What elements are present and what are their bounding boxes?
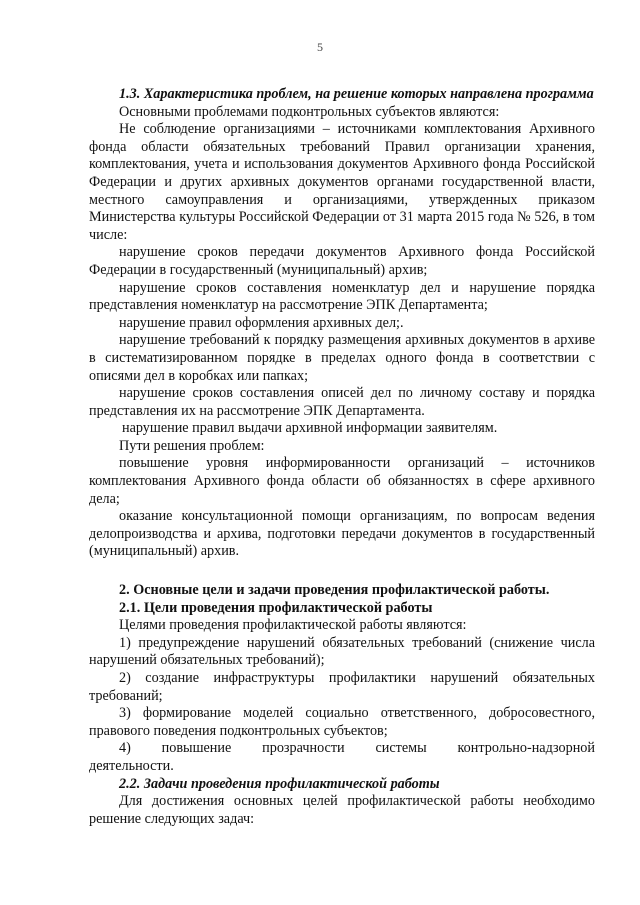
goals-intro: Целями проведения профилактической работы являются: bbox=[119, 617, 467, 634]
solutions-title: Пути решения проблем: bbox=[119, 437, 265, 454]
goal-item: 1) предупреждение нарушений обязательных требований (снижение числа нарушений обязательных требований); bbox=[89, 634, 595, 669]
section-1-3-intro: Основными проблемами подконтрольных субъектов являются: bbox=[119, 103, 500, 120]
section-1-3-title: 1.3. Характеристика проблем, на решение которых направлена программа bbox=[119, 86, 594, 102]
section-2-2-title: 2.2. Задачи проведения профилактической работы bbox=[119, 775, 440, 792]
solution-item: повышение уровня информированности организаций – источников комплектования Архивного фонда области об обязанностях в сфере архивного дела; bbox=[89, 455, 595, 507]
tasks-intro: Для достижения основных целей профилактической работы необходимо решение следующих задач: bbox=[89, 793, 595, 827]
goal-4-word: прозрачности bbox=[262, 740, 345, 757]
section-2-title: 2. Основные цели и задачи проведения профилактической работы. bbox=[119, 582, 550, 599]
violation-item: нарушение сроков передачи документов Архивного фонда Российской Федерации в государственный (муниципальный) архив; bbox=[89, 244, 595, 278]
page-number: 5 bbox=[317, 40, 323, 54]
main-problem-paragraph: Не соблюдение организациями – источниками комплектования Архивного фонда области обязательных требований Правил организации хранения, комплектования, учета и использования документов Архивного фонда Российской Федерации и других архивных документов органами государственной власти, местного самоуправления и организациями, утвержденных приказом Министерства культуры Российской Федерации от 31 марта 2015 года № 526, в том числе: bbox=[89, 121, 595, 243]
goal-4-word: контрольно-надзорной bbox=[457, 740, 595, 757]
violation-item: нарушение сроков составления описей дел по личному составу и порядка представления их на рассмотрение ЭПК Департамента. bbox=[89, 385, 595, 419]
goal-item: 2) создание инфраструктуры профилактики нарушений обязательных требований; bbox=[89, 670, 595, 704]
violation-item: нарушение правил выдачи архивной информации заявителям. bbox=[122, 420, 498, 437]
solution-item: оказание консультационной помощи организациям, по вопросам ведения делопроизводства и архива, подготовки передачи документов в государственный (муниципальный) архив. bbox=[89, 508, 595, 560]
goal-item: 3) формирование моделей социально ответственного, добросовестного, правового поведения подконтрольных субъектов; bbox=[89, 705, 595, 739]
violation-item: нарушение сроков составления номенклатур дел и нарушение порядка представления номенклатур на рассмотрение ЭПК Департамента; bbox=[89, 279, 595, 314]
goal-4-word: системы bbox=[375, 740, 427, 757]
document-body bbox=[89, 86, 595, 828]
section-2-1-title: 2.1. Цели проведения профилактической работы bbox=[119, 599, 433, 616]
violation-item: нарушение правил оформления архивных дел;. bbox=[119, 314, 404, 331]
goal-item-4 bbox=[89, 740, 595, 758]
violation-item: нарушение требований к порядку размещения архивных документов в архиве в систематизированном порядке в пределах одного фонда в соответствии с описями дел в коробках или папках; bbox=[89, 332, 595, 384]
goal-4-word: повышение bbox=[161, 740, 232, 757]
goal-4-word: 4) bbox=[119, 740, 131, 757]
goal-4-tail: деятельности. bbox=[89, 757, 174, 774]
